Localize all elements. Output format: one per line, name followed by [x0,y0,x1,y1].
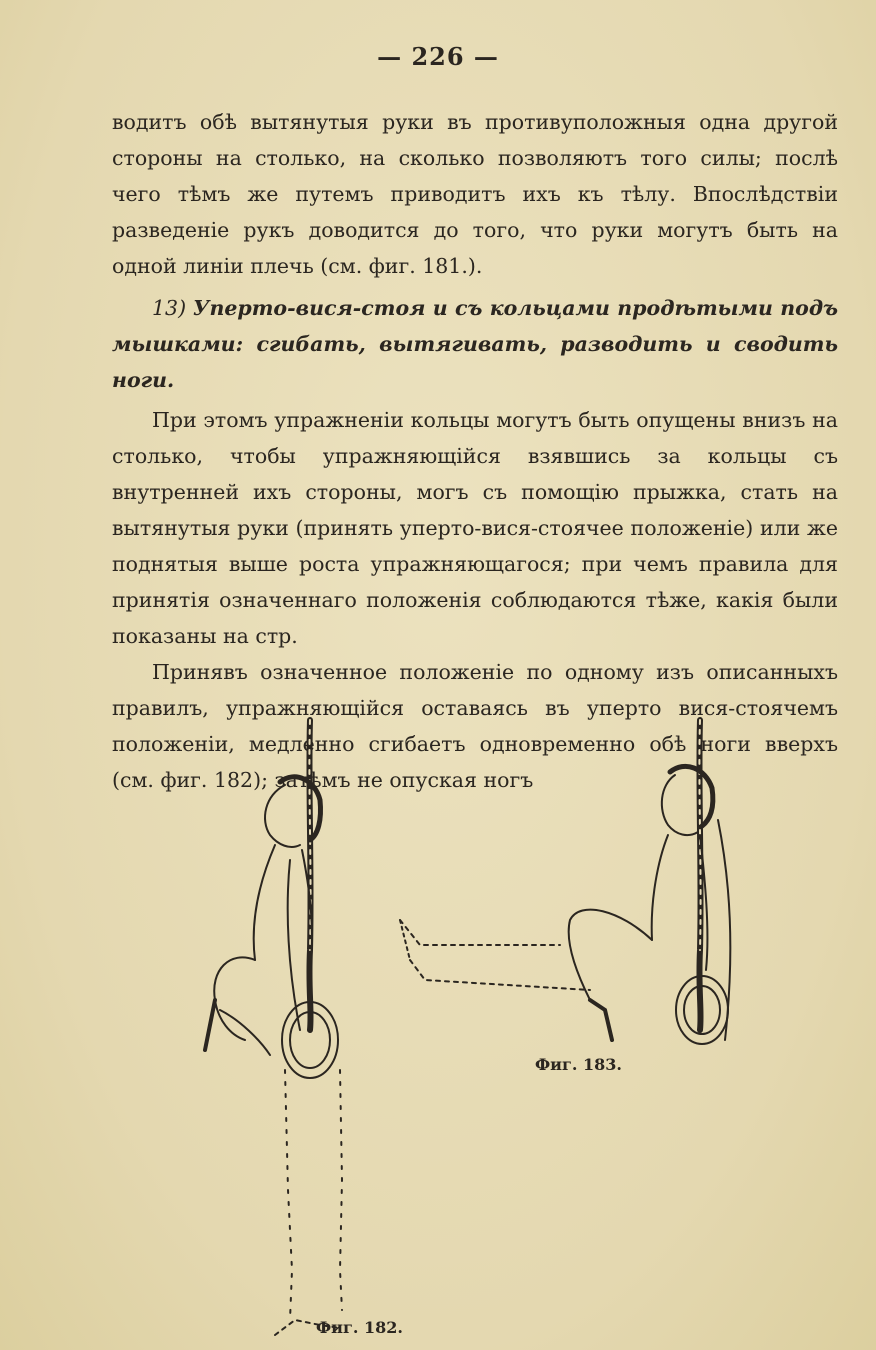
body-text [112,104,838,798]
page-number: — 226 — [377,42,499,71]
illustrations [190,710,830,1350]
figure-182-caption: Фиг. 182. [316,1318,403,1337]
paragraph-2: При этомъ упражненіи кольцы могутъ быть опущены внизъ на столько, чтобы упражняющійся взявшись за кольцы съ внутренней ихъ стороны, могъ съ помощію прыжка, стать на вытянутыя руки (принять уперто-вися-стоячее положеніе) или же поднятыя выше роста упражняющагося; при чемъ правила для принятія означеннаго положенія соблюдаются тѣже, какія были показаны на стр. [112,408,838,648]
paragraph-1: водитъ обѣ вытянутыя руки въ противуположныя одна другой стороны на столько, на сколько позволяютъ того силы; послѣ чего тѣмъ же путемъ приводитъ ихъ къ тѣлу. Впослѣдствіи разведеніе рукъ доводится до того, что руки могутъ быть на одной линіи плечь (см. фиг. 181.). [112,110,838,278]
fig183-drawing [400,720,730,1044]
exercise-title: Уперто-вися-стоя и съ кольцами продѣтыми подъ мышками: сгибать, вытягивать, разводить и сводить ноги. [112,296,838,392]
paragraph-3: Принявъ означенное положеніе по одному изъ описанныхъ правилъ, упражняющійся оставаясь въ уперто вися-стоячемъ положеніи, медленно сгибаетъ одновременно обѣ ноги вверхъ (см. фиг. 182); затѣмъ не опуская ногъ [112,660,838,792]
exercise-heading [112,290,838,398]
figure-drawings [190,710,830,1350]
figure-183-caption: Фиг. 183. [535,1055,622,1074]
exercise-number: 13) [152,296,187,320]
fig182-drawing [205,720,342,1335]
